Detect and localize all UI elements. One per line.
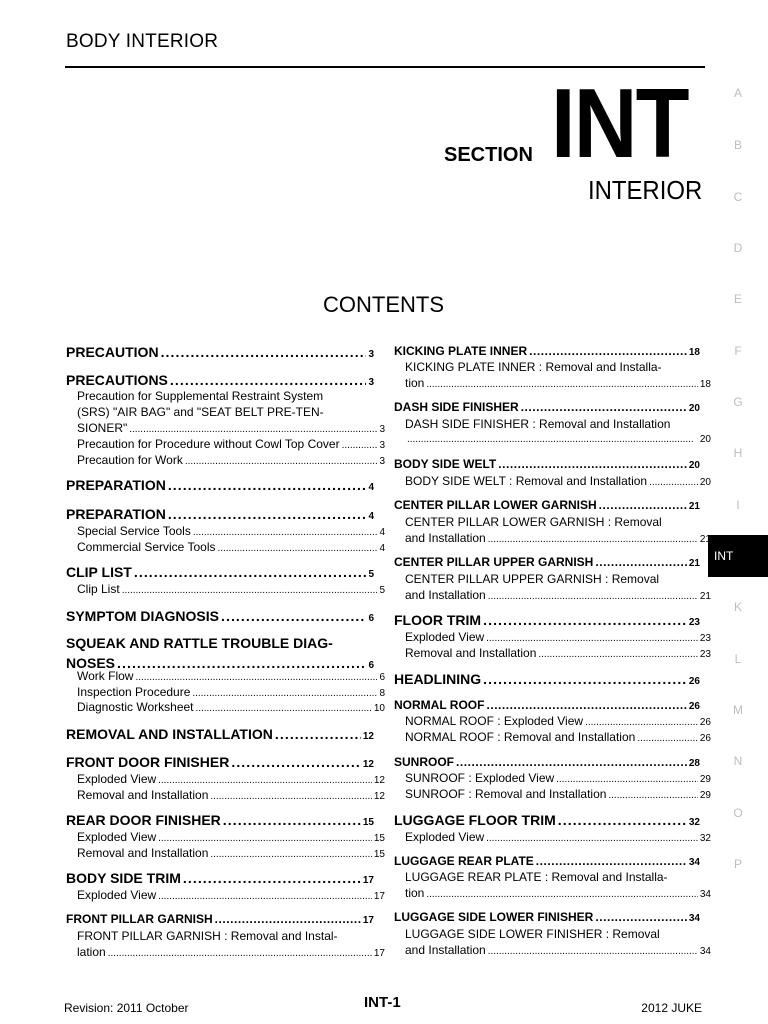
toc-subentry[interactable]: Clip List . . . 5 xyxy=(66,581,385,599)
toc-entry[interactable]: FRONT DOOR FINISHER . . . 12 xyxy=(66,754,374,770)
toc-subentry[interactable]: Removal and Installation . . . 15 xyxy=(66,845,385,863)
toc-entry[interactable]: PREPARATION . . . 4 xyxy=(66,506,374,522)
toc-entry[interactable]: SYMPTOM DIAGNOSIS . . . 6 xyxy=(66,608,374,624)
toc-subentry[interactable]: NORMAL ROOF : Exploded View . . . 26 xyxy=(394,713,711,731)
toc-subentry[interactable]: KICKING PLATE INNER : Removal and Installa- tion . . . 18 xyxy=(394,359,711,393)
toc-subentry[interactable]: SUNROOF : Removal and Installation . . . 29 xyxy=(394,786,711,804)
toc-entry[interactable]: PRECAUTION . . . 3 xyxy=(66,344,374,360)
toc-subentry[interactable]: Precaution for Supplemental Restraint System (SRS) "AIR BAG" and "SEAT BELT PRE-TEN- SIONER" . . . 3 xyxy=(66,388,385,438)
toc-subentry[interactable]: Exploded View . . . 12 xyxy=(66,771,385,789)
toc-entry[interactable]: PRECAUTIONS . . . 3 xyxy=(66,372,374,388)
section-tab-o[interactable]: O xyxy=(733,806,743,820)
toc-subentry[interactable]: LUGGAGE SIDE LOWER FINISHER : Removal and Installation . . . 34 xyxy=(394,926,711,960)
toc-subentry[interactable]: Removal and Installation . . . 12 xyxy=(66,787,385,805)
toc-subentry[interactable]: LUGGAGE REAR PLATE : Removal and Installa- tion . . . 34 xyxy=(394,869,711,903)
toc-entry[interactable]: PREPARATION . . . 4 xyxy=(66,477,374,493)
toc-subentry[interactable]: SUNROOF : Exploded View . . . 29 xyxy=(394,770,711,788)
section-tab-a[interactable]: A xyxy=(733,86,742,100)
toc-entry[interactable]: REAR DOOR FINISHER . . . 15 xyxy=(66,812,374,828)
section-code: INT xyxy=(551,68,688,178)
footer-revision: Revision: 2011 October xyxy=(64,1001,189,1015)
toc-entry[interactable]: DASH SIDE FINISHER . . . 20 xyxy=(394,400,700,414)
toc-entry[interactable]: FLOOR TRIM . . . 23 xyxy=(394,612,700,628)
toc-entry[interactable]: NORMAL ROOF . . . 26 xyxy=(394,698,700,712)
section-tab-int-active[interactable]: INT xyxy=(708,535,768,577)
toc-entry[interactable]: CENTER PILLAR UPPER GARNISH . . . 21 xyxy=(394,555,700,569)
toc-subentry[interactable]: Precaution for Procedure without Cowl Top Cover . . . 3 xyxy=(66,436,385,454)
toc-subentry[interactable]: Exploded View . . . 17 xyxy=(66,887,385,905)
section-tab-n[interactable]: N xyxy=(733,754,743,768)
section-tab-c[interactable]: C xyxy=(733,190,743,204)
toc-entry[interactable]: CENTER PILLAR LOWER GARNISH . . . 21 xyxy=(394,498,700,512)
section-tab-g[interactable]: G xyxy=(733,395,743,409)
toc-entry[interactable]: LUGGAGE FLOOR TRIM . . . 32 xyxy=(394,812,700,828)
section-tab-h[interactable]: H xyxy=(733,446,743,460)
section-tab-index xyxy=(708,0,768,1024)
section-tab-m[interactable]: M xyxy=(733,703,743,717)
toc-subentry[interactable]: CENTER PILLAR LOWER GARNISH : Removal and Installation . . . 21 xyxy=(394,514,711,548)
toc-entry[interactable]: SQUEAK AND RATTLE TROUBLE DIAG- NOSES . . . 6 xyxy=(66,633,374,676)
toc-subentry[interactable]: Work Flow . . . 6 xyxy=(66,668,385,686)
section-tab-p[interactable]: P xyxy=(733,857,742,871)
section-tab-i[interactable]: I xyxy=(736,498,740,512)
section-name: INTERIOR xyxy=(587,175,702,205)
toc-entry[interactable]: FRONT PILLAR GARNISH . . . 17 xyxy=(66,912,374,926)
toc-subentry[interactable]: NORMAL ROOF : Removal and Installation . . . 26 xyxy=(394,729,711,747)
contents-title: CONTENTS xyxy=(323,292,444,317)
toc-subentry[interactable]: Exploded View . . . 15 xyxy=(66,829,385,847)
toc-subentry[interactable]: CENTER PILLAR UPPER GARNISH : Removal and Installation . . . 21 xyxy=(394,571,711,605)
toc-subentry[interactable]: Removal and Installation . . . 23 xyxy=(394,645,711,663)
toc-entry[interactable]: REMOVAL AND INSTALLATION . . . 12 xyxy=(66,726,374,742)
toc-subentry[interactable]: Commercial Service Tools . . . 4 xyxy=(66,539,385,557)
footer-model: 2012 JUKE xyxy=(641,1001,702,1015)
toc-subentry[interactable]: Diagnostic Worksheet . . . 10 xyxy=(66,699,385,717)
toc-subentry[interactable]: Inspection Procedure . . . 8 xyxy=(66,684,385,702)
section-label: SECTION xyxy=(444,144,533,166)
toc-subentry[interactable]: FRONT PILLAR GARNISH : Removal and Instal- lation . . . 17 xyxy=(66,928,385,962)
section-tab-e[interactable]: E xyxy=(733,292,742,306)
toc-entry[interactable]: BODY SIDE TRIM . . . 17 xyxy=(66,870,374,886)
toc-entry[interactable]: LUGGAGE REAR PLATE . . . 34 xyxy=(394,854,700,868)
header-title: BODY INTERIOR xyxy=(66,31,219,52)
toc-entry[interactable]: BODY SIDE WELT . . . 20 xyxy=(394,457,700,471)
toc-subentry[interactable]: Special Service Tools . . . 4 xyxy=(66,523,385,541)
toc-entry[interactable]: SUNROOF . . . 28 xyxy=(394,755,700,769)
toc-entry[interactable]: LUGGAGE SIDE LOWER FINISHER . . . 34 xyxy=(394,910,700,924)
section-tab-l[interactable]: L xyxy=(734,652,742,666)
section-tab-f[interactable]: F xyxy=(734,344,742,358)
section-tab-b[interactable]: B xyxy=(733,138,742,152)
toc-entry[interactable]: HEADLINING . . . 26 xyxy=(394,671,700,687)
toc-subentry[interactable]: Exploded View . . . 23 xyxy=(394,629,711,647)
toc-subentry[interactable]: BODY SIDE WELT : Removal and Installation . . . 20 xyxy=(394,473,711,491)
section-tab-d[interactable]: D xyxy=(733,241,743,255)
toc-subentry[interactable]: Exploded View . . . 32 xyxy=(394,829,711,847)
footer-page-number: INT-1 xyxy=(364,994,401,1011)
section-tab-k[interactable]: K xyxy=(733,600,742,614)
toc-entry[interactable]: KICKING PLATE INNER . . . 18 xyxy=(394,344,700,358)
toc-subentry[interactable]: Precaution for Work . . . 3 xyxy=(66,452,385,470)
toc-subentry[interactable]: DASH SIDE FINISHER : Removal and Installation . . . 20 xyxy=(394,416,711,448)
toc-entry[interactable]: CLIP LIST . . . 5 xyxy=(66,564,374,580)
